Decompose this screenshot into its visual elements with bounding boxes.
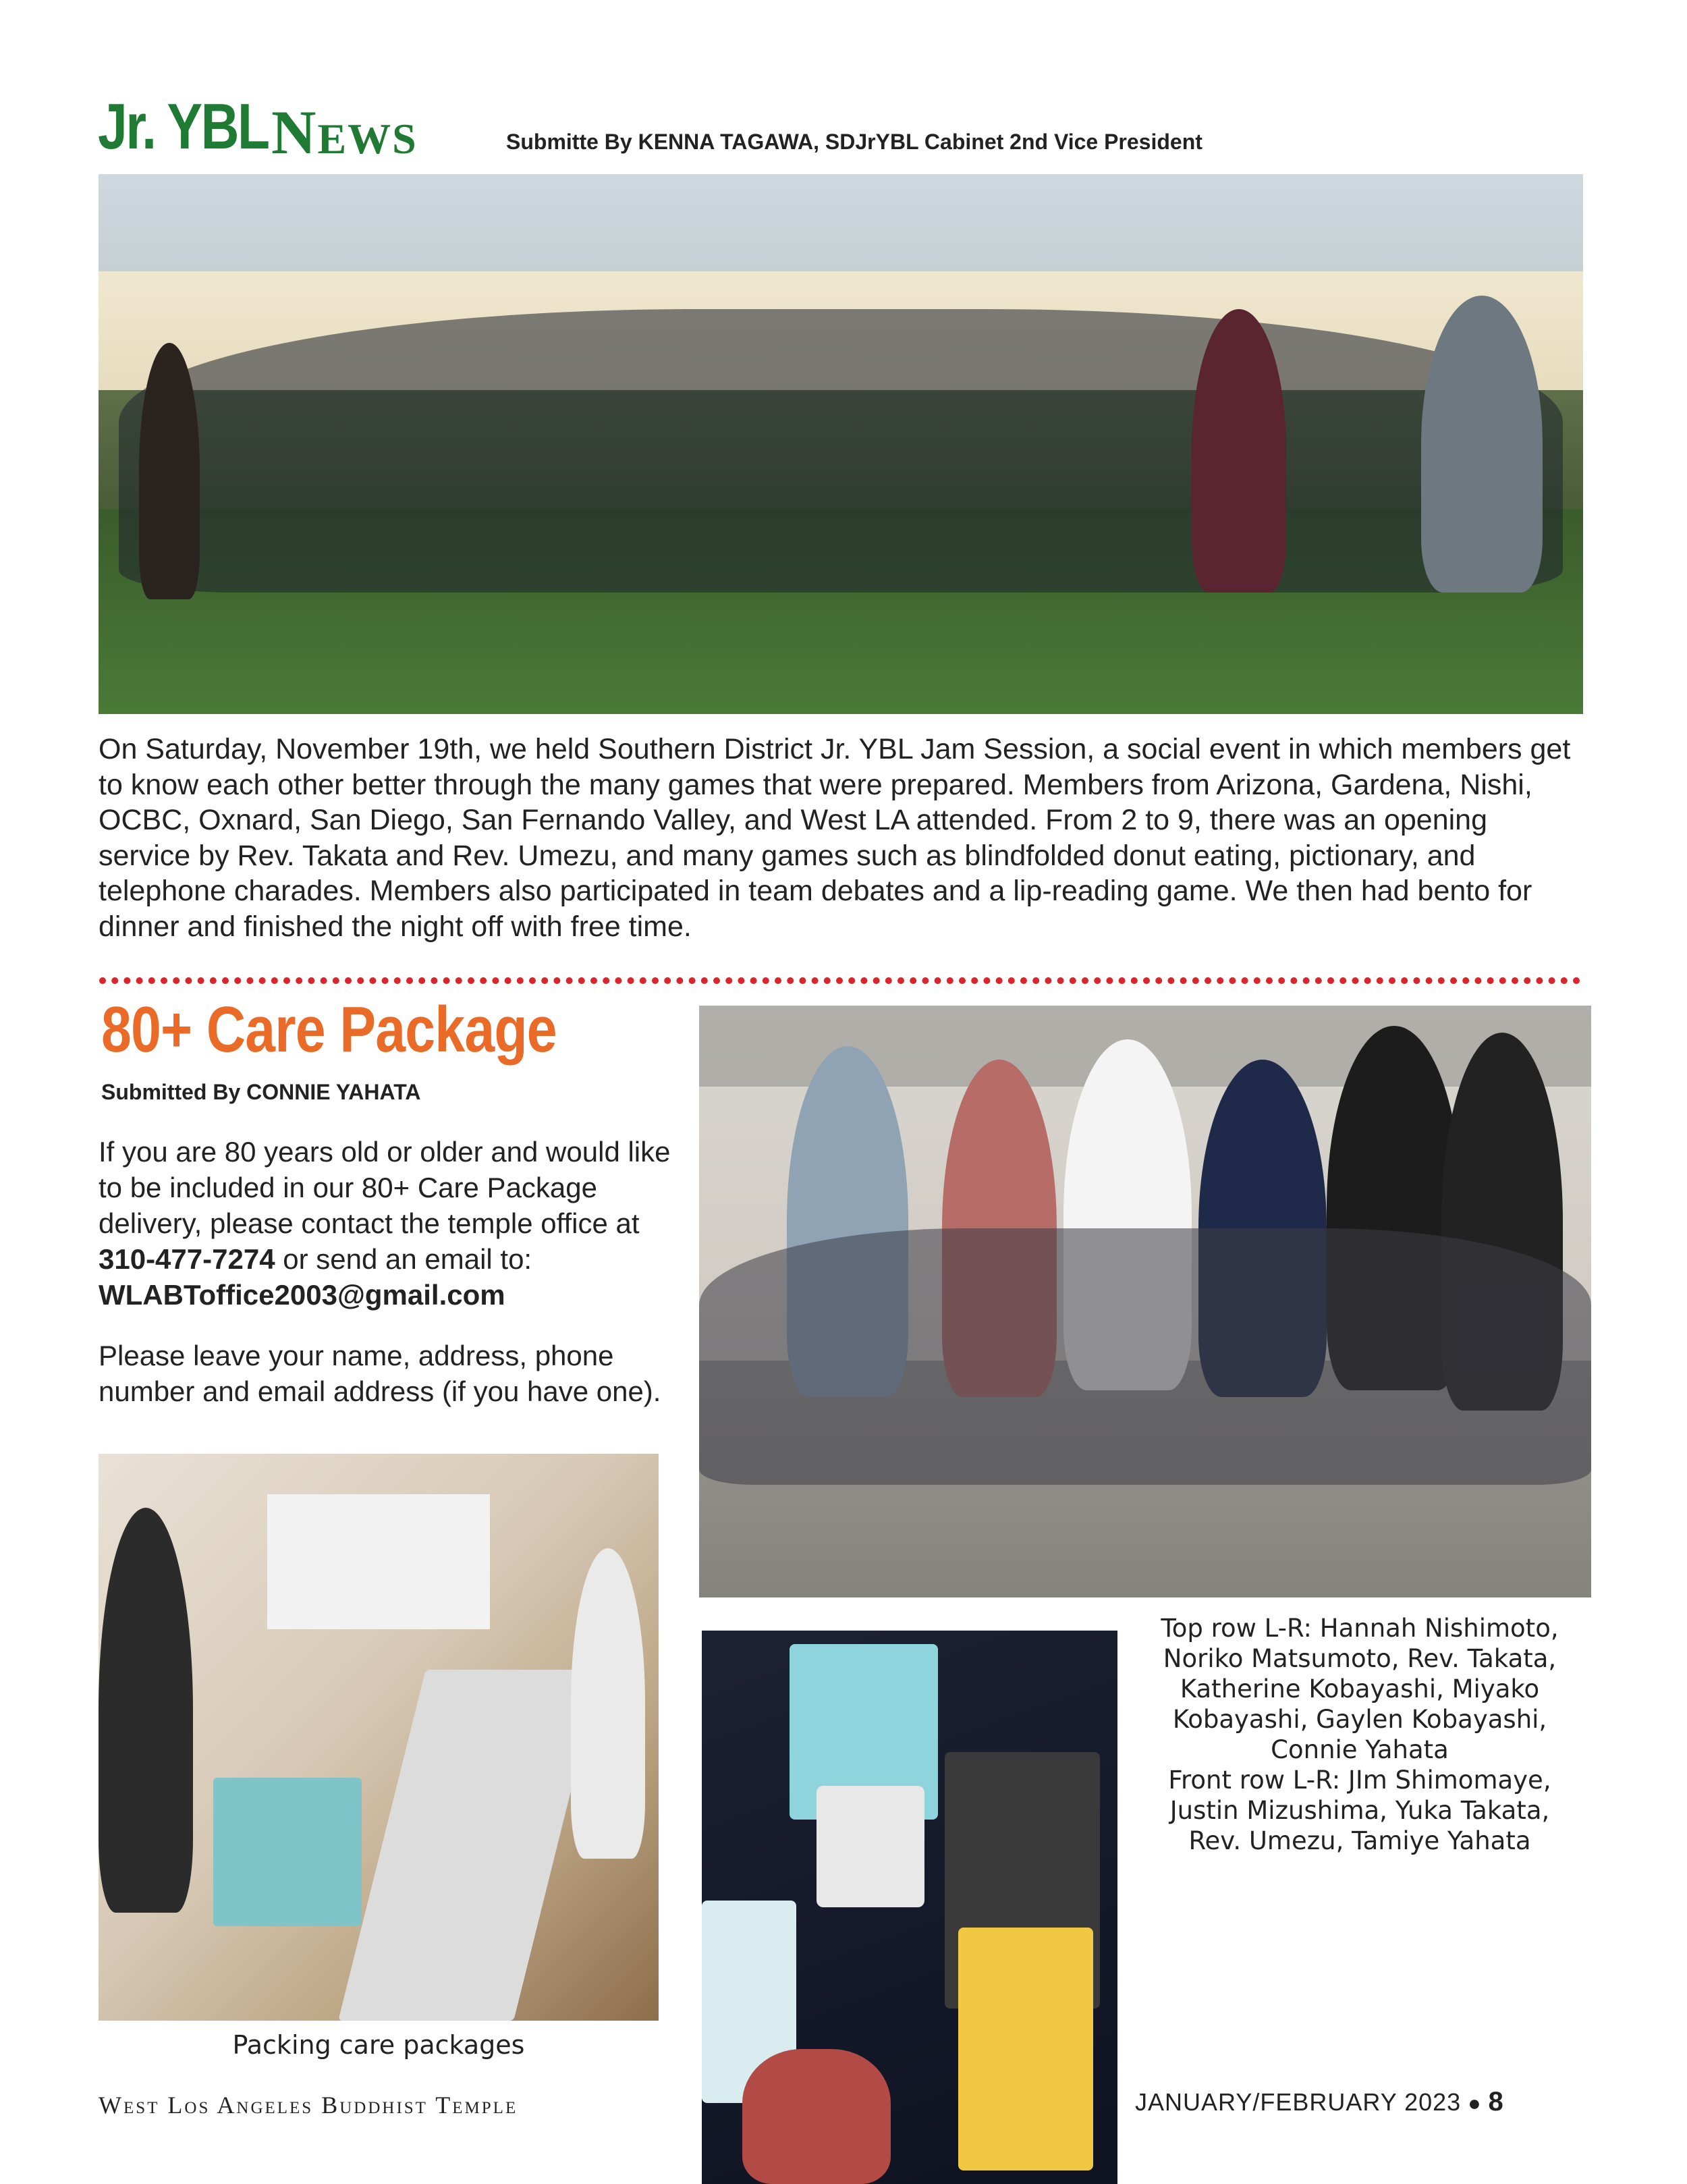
caption-line: Noriko Matsumoto, Rev. Takata, <box>1163 1644 1557 1673</box>
email-address: WLABToffice2003@gmail.com <box>99 1279 505 1311</box>
caption-line: Top row L-R: Hannah Nishimoto, <box>1161 1614 1559 1643</box>
volunteers-photo-caption <box>1140 1613 1579 1856</box>
caption-line: Rev. Umezu, Tamiye Yahata <box>1188 1826 1531 1855</box>
page-number: 8 <box>1488 2087 1504 2117</box>
caption-line: Connie Yahata <box>1271 1735 1449 1764</box>
jam-session-group-photo <box>99 174 1583 714</box>
care-package-text-intro: If you are 80 years old or older and would like to be included in our 80+ Care Package delivery, please contact the temple office at <box>99 1136 671 1239</box>
caption-line: Front row L-R: JIm Shimomaye, <box>1168 1766 1551 1795</box>
jam-session-paragraph: On Saturday, November 19th, we held Southern District Jr. YBL Jam Session, a social event in which members get to know each other better through the many games that were prepared. Members from Arizona, Gardena, Nishi, OCBC, Oxnard, San Diego, San Fernando Valley, and West LA attended. From 2 to 9, there was an opening service by Rev. Takata and Rev. Umezu, and many games such as blindfolded donut eating, pictionary, and telephone charades. Members also participated in team debates and a lip-reading game. We then had bento for dinner and finished the night off with free time. <box>99 733 1571 943</box>
care-package-instructions-paragraph: Please leave your name, address, phone number and email address (if you have one). <box>99 1340 661 1407</box>
care-package-volunteers-photo <box>699 1006 1591 1598</box>
care-package-contents-photo <box>702 1631 1117 2184</box>
footer-issue <box>1135 2087 1504 2117</box>
footer-issue-date: JANUARY/FEBRUARY 2023 <box>1135 2088 1462 2116</box>
section-title-jr-ybl: Jr. YBL <box>98 90 269 163</box>
care-package-title: 80+ Care Package <box>101 993 557 1066</box>
care-package-text-email-prompt: or send an email to: <box>275 1243 532 1275</box>
footer-temple-name: West Los Angeles Buddhist Temple <box>99 2092 518 2119</box>
caption-line: Justin Mizushima, Yuka Takata, <box>1169 1796 1550 1825</box>
packing-photo-caption: Packing care packages <box>232 2030 525 2060</box>
phone-number: 310-477-7274 <box>99 1243 275 1275</box>
caption-line: Katherine Kobayashi, Miyako <box>1180 1674 1540 1703</box>
packing-care-packages-photo <box>99 1454 659 2021</box>
care-package-contact-paragraph <box>99 1134 679 1313</box>
dotted-divider <box>99 976 1583 985</box>
section-title-news: News <box>271 98 418 167</box>
footer-bullet: ● <box>1468 2091 1482 2115</box>
jr-ybl-byline: Submitte By KENNA TAGAWA, SDJrYBL Cabinet 2nd Vice President <box>506 130 1202 154</box>
care-package-byline: Submitted By CONNIE YAHATA <box>101 1080 421 1104</box>
caption-line: Kobayashi, Gaylen Kobayashi, <box>1172 1705 1547 1734</box>
